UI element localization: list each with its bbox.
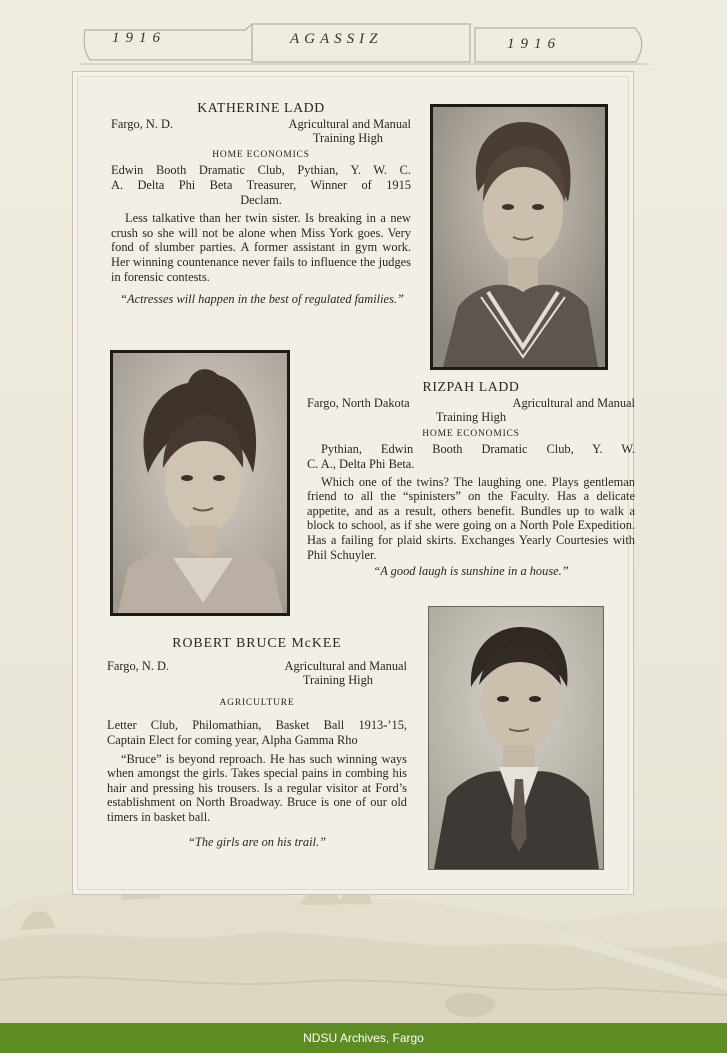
student-department: HOME ECONOMICS — [212, 149, 310, 160]
student-hometown: Fargo, N. D. — [111, 116, 174, 131]
student-description: “Bruce” is beyond reproach. He has such winning ways when amongst the girls. Takes special pains in combing his hair and pressing his trousers. Is a regular visitor at Ford’s establishment on North Broadway. Bruce is one of our old timers in basket ball. — [107, 751, 407, 824]
student-school-line2: Training High — [302, 673, 373, 688]
student-school: Agricultural and Manual — [288, 116, 411, 131]
student-quote: “Actresses will happen in the best of regulated families.” — [120, 292, 404, 307]
student-hometown: Fargo, N. D. — [107, 658, 170, 673]
student-activities-line: Letter Club, Philomathian, Basket Ball 1913-’15, — [107, 718, 407, 733]
student-school: Agricultural and Manual — [512, 395, 635, 410]
student-quote: “A good laugh is sunshine in a house.” — [373, 564, 569, 579]
header-year-left: 1916 — [112, 30, 166, 46]
student-quote: “The girls are on his trail.” — [188, 834, 326, 849]
student-activities-line: Captain Elect for coming year, Alpha Gamma Rho — [107, 732, 358, 747]
student-school-line2: Training High — [435, 410, 507, 425]
student-activities-line: Declam. — [240, 192, 282, 207]
student-description: Which one of the twins? The laughing one. Plays gentleman friend to all the “spinisters” on the Faculty. Has a delicate appetite, and as a result, others benefit. Bundles up to walk a block to school, as if she were going on a North Pole Expedition. Has a failing for plaid skirts. Exchanges Yearly Courtesies with Phil Schuyler. — [307, 474, 635, 562]
student-school: Agricultural and Manual — [284, 658, 407, 673]
header-year-right: 1916 — [507, 36, 561, 52]
student-entry-katherine-ladd — [111, 101, 411, 307]
student-department: HOME ECONOMICS — [422, 428, 520, 439]
student-activities-line: Pythian, Edwin Booth Dramatic Club, Y. W. — [321, 442, 635, 457]
student-activities-line: A. Delta Phi Beta Treasurer, Winner of 1915 — [111, 177, 411, 192]
portrait-image — [433, 107, 605, 367]
archive-credit-text: NDSU Archives, Fargo — [303, 1031, 424, 1045]
student-name: RIZPAH LADD — [422, 379, 520, 394]
portrait-katherine-ladd — [430, 104, 608, 370]
student-description: Less talkative than her twin sister. Is breaking in a new crush so she will not be alone when Miss York goes. Very fond of slumber parties. A former assistant in gym work. Her winning countenance never fails to influence the judges in forensic contests. — [111, 211, 411, 284]
student-hometown: Fargo, North Dakota — [307, 395, 410, 410]
header-title: AGASSIZ — [290, 31, 383, 47]
student-name: KATHERINE LADD — [197, 100, 325, 115]
archive-credit-bar — [0, 1023, 727, 1053]
portrait-image — [113, 353, 287, 613]
portrait-image — [429, 607, 603, 869]
student-school-line2: Training High — [312, 131, 383, 146]
student-department: AGRICULTURE — [219, 697, 295, 708]
portrait-robert-bruce-mckee — [428, 606, 604, 870]
student-name: ROBERT BRUCE McKEE — [172, 635, 342, 650]
portrait-rizpah-ladd — [110, 350, 290, 616]
student-activities-line: C. A., Delta Phi Beta. — [307, 456, 415, 471]
student-entry-robert-bruce-mckee — [107, 636, 407, 849]
student-activities-line: Edwin Booth Dramatic Club, Pythian, Y. W. C. — [111, 163, 411, 178]
student-entry-rizpah-ladd — [307, 380, 635, 579]
